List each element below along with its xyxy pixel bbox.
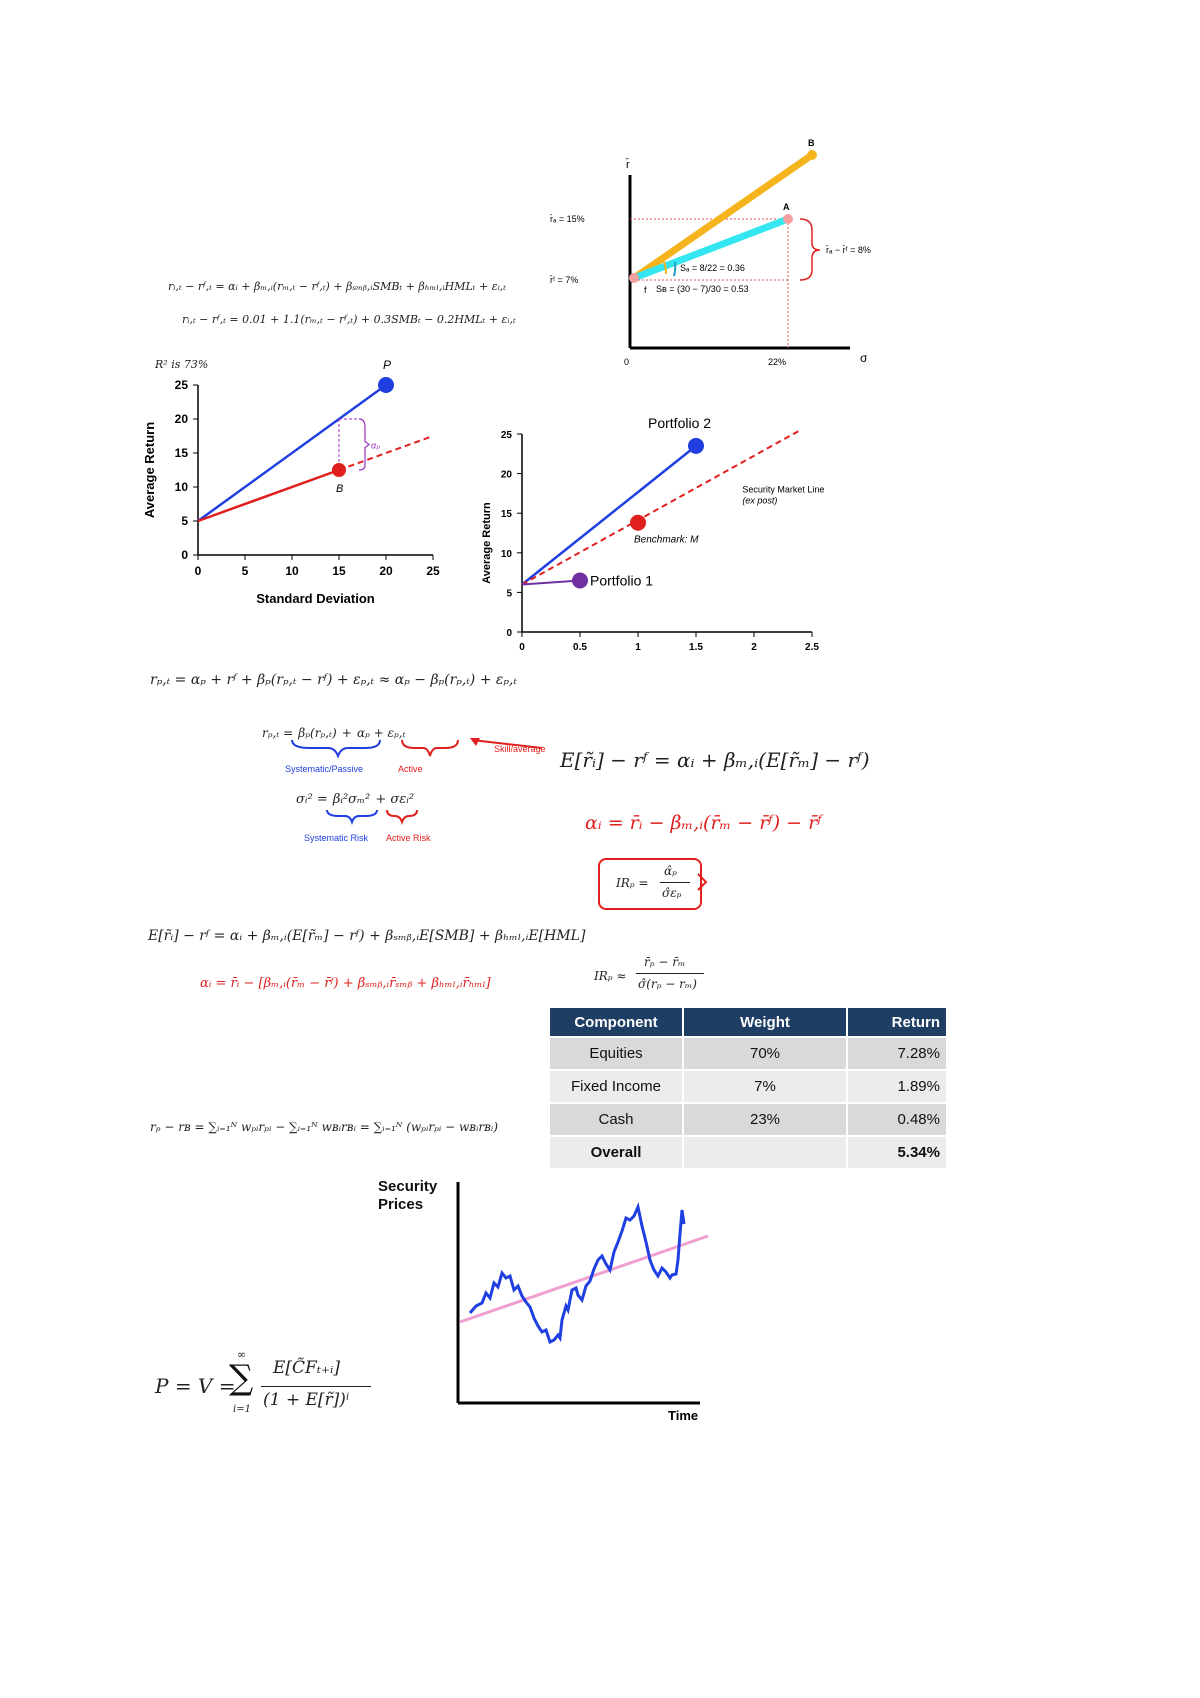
skill-arrowhead: [470, 738, 480, 746]
cell-component: Equities: [549, 1037, 683, 1070]
right-y-tick-label: 5: [506, 588, 512, 600]
right-y-axis-label: Average Return: [481, 502, 493, 584]
skill-label: Skill/average: [494, 744, 546, 754]
ir2-fraction-bar: [636, 973, 704, 974]
ir2-denominator: σ̂(rₚ − rₘ): [638, 977, 697, 991]
label-ra: r̄ₐ = 15%: [550, 214, 585, 224]
portfolio-2-line: [522, 446, 696, 585]
cell-component: Cash: [549, 1103, 683, 1136]
alpha-label: αₚ: [371, 440, 380, 451]
label-sml-2: (ex post): [742, 495, 778, 506]
header-return: Return: [847, 1008, 946, 1037]
ff-alpha-text: αᵢ = r̄ᵢ − [βₘ,ᵢ(r̄ₘ − r̄ᶠ) + βₛₘᵦ,ᵢr̄ₛₘᵦ + βₕₘₗ,ᵢr̄ₕₘₗ]: [200, 976, 491, 991]
sharpe-ratio-diagram: [550, 138, 920, 380]
point-portfolio-1: [572, 573, 588, 589]
price-chart-xlabel: Time: [668, 1408, 699, 1423]
attribution-equation: rₚ − rʙ = ∑ᵢ₌₁ᴺ wₚᵢrₚᵢ − ∑ᵢ₌₁ᴺ wʙᵢrʙᵢ = ∑ᵢ₌₁ᴺ (wₚᵢrₚᵢ − wʙᵢrʙᵢ): [150, 1120, 499, 1134]
series-line-b: [198, 470, 339, 521]
sharpe-y-axis-label: r̄: [626, 159, 630, 171]
label-diff: r̄ₐ − r̄ᶠ = 8%: [826, 245, 871, 255]
left-y-tick-label: 10: [174, 480, 188, 494]
left-y-tick-label: 0: [181, 548, 188, 562]
ff-general-equation: rᵢ,ₜ − rᶠ,ₜ = αᵢ + βₘ,ᵢ(rₘ,ₜ − rᶠ,ₜ) + βₛₘᵦ,ᵢSMBₜ + βₕₘₗ,ᵢHMLₜ + εᵢ,ₜ: [168, 280, 507, 293]
return-decomposition: rₚ,ₜ = βₚ(rₚ,ₜ) + αₚ + εₚ,ₜ: [262, 726, 406, 740]
price-line: [470, 1207, 684, 1342]
table-row: [549, 1037, 946, 1070]
ir-box-tick: [698, 872, 712, 894]
left-x-tick-label: 25: [426, 564, 440, 578]
cell-component: Overall: [549, 1136, 683, 1168]
price-chart-ylabel: [378, 1178, 437, 1214]
capm-expected-equation: E[r̃ᵢ] − rᶠ = αᵢ + βₘ,ᵢ(E[r̃ₘ] − rᶠ): [560, 748, 870, 772]
var-lhs: σᵢ² =: [296, 792, 328, 807]
ylabel-line-1: Security: [378, 1178, 438, 1195]
right-y-tick-label: 10: [500, 548, 512, 560]
price-chart: [450, 1180, 720, 1423]
label-sml-1: Security Market Line: [742, 484, 825, 495]
table-row: [549, 1070, 946, 1103]
portfolio-1-line: [522, 581, 580, 585]
security-market-line: [522, 430, 800, 584]
label-f: f: [644, 285, 647, 295]
pv-sum-symbol: ∑: [229, 1358, 254, 1398]
difference-brace: [800, 219, 820, 280]
cell-weight: 23%: [683, 1103, 847, 1136]
right-y-tick-label: 20: [500, 469, 512, 481]
cell-weight: [683, 1136, 847, 1168]
cell-return: 0.48%: [847, 1103, 946, 1136]
left-y-axis-label: Average Return: [142, 421, 157, 519]
label-rf: r̄ᶠ = 7%: [550, 275, 579, 285]
cell-weight: 70%: [683, 1037, 847, 1070]
systematic-risk-label: Systematic Risk: [304, 833, 369, 843]
variance-decomposition: [296, 788, 414, 807]
information-ratio-box: [598, 858, 702, 910]
sharpe-22-label: 22%: [768, 357, 787, 367]
table-header-row: [549, 1008, 946, 1037]
systematic-risk-brace: [327, 810, 377, 822]
right-x-tick-label: 1: [635, 642, 641, 653]
sharpe-x-axis-label: σ: [860, 351, 868, 365]
right-x-tick-label: 2: [751, 642, 757, 653]
left-x-axis-label: Standard Deviation: [256, 591, 375, 606]
r-squared-note: R² is 73%: [155, 358, 209, 371]
active-risk-brace: [387, 810, 417, 822]
point-a: [783, 214, 793, 224]
point-p: [378, 377, 394, 393]
left-x-tick-label: 15: [332, 564, 346, 578]
point-portfolio-2: [688, 438, 704, 454]
ir-fraction-bar: [660, 882, 690, 883]
pv-fraction-bar: [261, 1386, 371, 1387]
label-sb: Sʙ = (30 − 7)/30 = 0.53: [656, 284, 749, 294]
decomp-systematic-term: βₚ(rₚ,ₜ): [298, 726, 337, 740]
label-benchmark: Benchmark: M: [634, 534, 699, 546]
ir2-numerator: r̄ₚ − r̄ₘ: [644, 955, 686, 969]
ff-expected-equation: E[r̃ᵢ] − rᶠ = αᵢ + βₘ,ᵢ(E[r̃ₘ] − rᶠ) + βₛₘᵦ,ᵢE[SMB] + βₕₘₗ,ᵢE[HML]: [148, 928, 586, 944]
sml-chart: [480, 410, 880, 670]
header-weight: Weight: [683, 1008, 847, 1037]
ir-numerator: α̂ₚ: [664, 864, 677, 878]
header-component: Component: [549, 1008, 683, 1037]
var-active-term: + σεᵢ²: [375, 792, 415, 807]
table-row: [549, 1136, 946, 1168]
cell-weight: 7%: [683, 1070, 847, 1103]
ff-estimated-equation: rᵢ,ₜ − rᶠ,ₜ = 0.01 + 1.1(rₘ,ₜ − rᶠ,ₜ) + 0.3SMBₜ − 0.2HMLₜ + εᵢ,ₜ: [182, 313, 516, 326]
cell-return: 7.28%: [847, 1037, 946, 1070]
benchmark-dashed-extension: [339, 436, 433, 470]
left-y-tick-label: 15: [174, 446, 188, 460]
point-b: [807, 150, 817, 160]
pv-denominator: (1 + E[r̃])ⁱ: [263, 1390, 350, 1410]
label-b-left: B: [336, 483, 344, 495]
label-portfolio-1: Portfolio 1: [590, 572, 654, 589]
rf-point: [629, 273, 639, 283]
cell-component: Fixed Income: [549, 1070, 683, 1103]
label-sa: Sₐ = 8/22 = 0.36: [680, 263, 745, 273]
left-x-tick-label: 5: [241, 564, 249, 578]
right-x-tick-label: 0.5: [573, 642, 587, 653]
pv-sum-top: ∞: [237, 1348, 247, 1361]
active-label: Active: [398, 764, 423, 774]
ir2-lhs: IRₚ ≈: [594, 969, 627, 983]
left-y-tick-label: 20: [174, 412, 188, 426]
ir-lhs: IRₚ =: [616, 876, 649, 890]
point-b: [332, 463, 346, 477]
component-table: [548, 1008, 946, 1168]
pv-lhs: P = V =: [155, 1374, 236, 1398]
cell-return: 1.89%: [847, 1070, 946, 1103]
right-x-tick-label: 1.5: [689, 642, 703, 653]
decomp-lhs: rₚ,ₜ =: [262, 726, 294, 740]
left-y-tick-label: 25: [174, 378, 188, 392]
active-risk-label: Active Risk: [386, 833, 431, 843]
sharpe-origin-label: 0: [624, 357, 630, 367]
pv-numerator: E[C̃Fₜ₊ᵢ]: [273, 1358, 341, 1378]
point-benchmark: [630, 515, 646, 531]
present-value-equation: [155, 1350, 415, 1420]
pv-sum-bottom: i=1: [233, 1404, 251, 1415]
ylabel-line-2: Prices: [378, 1196, 424, 1213]
label-a: A: [783, 202, 790, 212]
right-y-tick-label: 25: [500, 430, 512, 441]
right-y-tick-label: 15: [500, 509, 512, 521]
left-x-tick-label: 20: [379, 564, 393, 578]
right-x-tick-label: 2.5: [805, 642, 819, 653]
portfolio-return-equation: rₚ,ₜ = αₚ + rᶠ + βₚ(rₚ,ₜ − rᶠ) + εₚ,ₜ ≈ αₚ − βₚ(rₚ,ₜ) + εₚ,ₜ: [150, 672, 517, 688]
left-y-tick-label: 5: [181, 514, 188, 528]
right-x-tick-label: 0: [519, 642, 525, 653]
right-y-tick-label: 0: [506, 628, 512, 639]
left-x-tick-label: 10: [285, 564, 299, 578]
label-portfolio-2: Portfolio 2: [648, 414, 712, 431]
capm-alpha-equation: αᵢ = r̄ᵢ − βₘ,ᵢ(r̄ₘ − r̄ᶠ) − r̄ᶠ: [585, 812, 822, 834]
table-row: [549, 1103, 946, 1136]
series-line-p: [198, 385, 386, 521]
ff-alpha-equation: [200, 976, 491, 991]
var-systematic-term: βᵢ²σₘ²: [332, 792, 371, 807]
systematic-label: Systematic/Passive: [285, 764, 364, 774]
left-x-tick-label: 0: [194, 564, 202, 578]
active-brace: [402, 740, 458, 756]
systematic-brace: [292, 740, 380, 756]
var-braces: [325, 808, 435, 828]
decomp-active-term: αₚ + εₚ,ₜ: [356, 726, 406, 740]
cell-return: 5.34%: [847, 1136, 946, 1168]
label-p: P: [383, 358, 392, 372]
label-b: B: [808, 138, 815, 148]
ir-denominator: σ̂εₚ: [662, 886, 682, 900]
